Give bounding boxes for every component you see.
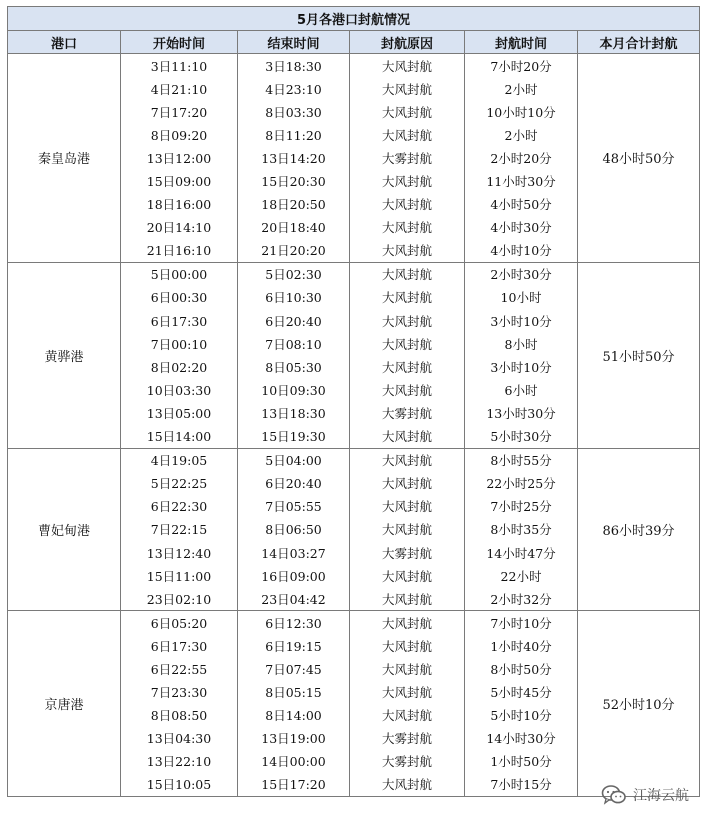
duration-cell: 22小时 xyxy=(465,564,578,587)
reason-cell: 大风封航 xyxy=(350,634,465,657)
reason-cell: 大风封航 xyxy=(350,378,465,401)
duration-cell: 8小时 xyxy=(465,332,578,355)
end-time-cell: 7日08:10 xyxy=(238,332,350,355)
port-name: 曹妃甸港 xyxy=(8,448,121,611)
end-time-cell: 15日20:30 xyxy=(238,169,350,192)
duration-cell: 11小时30分 xyxy=(465,169,578,192)
reason-cell: 大风封航 xyxy=(350,611,465,635)
duration-cell: 4小时10分 xyxy=(465,239,578,263)
duration-cell: 5小时45分 xyxy=(465,681,578,704)
end-time-cell: 21日20:20 xyxy=(238,239,350,263)
duration-cell: 5小时30分 xyxy=(465,425,578,449)
duration-cell: 3小时10分 xyxy=(465,309,578,332)
start-time-cell: 20日14:10 xyxy=(121,216,238,239)
reason-cell: 大雾封航 xyxy=(350,727,465,750)
watermark xyxy=(601,784,689,806)
duration-cell: 3小时10分 xyxy=(465,355,578,378)
end-time-cell: 16日09:00 xyxy=(238,564,350,587)
reason-cell: 大雾封航 xyxy=(350,541,465,564)
reason-cell: 大风封航 xyxy=(350,495,465,518)
reason-cell: 大风封航 xyxy=(350,239,465,263)
monthly-total: 48小时50分 xyxy=(578,54,700,263)
reason-cell: 大风封航 xyxy=(350,77,465,100)
wechat-icon xyxy=(601,784,627,806)
duration-cell: 1小时40分 xyxy=(465,634,578,657)
start-time-cell: 13日05:00 xyxy=(121,401,238,424)
reason-cell: 大雾封航 xyxy=(350,750,465,773)
start-time-cell: 13日22:10 xyxy=(121,750,238,773)
start-time-cell: 4日21:10 xyxy=(121,77,238,100)
table-title: 5月各港口封航情况 xyxy=(8,7,700,31)
start-time-cell: 7日22:15 xyxy=(121,518,238,541)
start-time-cell: 6日00:30 xyxy=(121,286,238,309)
port-name: 黄骅港 xyxy=(8,262,121,448)
start-time-cell: 13日12:00 xyxy=(121,146,238,169)
reason-cell: 大风封航 xyxy=(350,704,465,727)
end-time-cell: 14日03:27 xyxy=(238,541,350,564)
reason-cell: 大风封航 xyxy=(350,262,465,286)
start-time-cell: 6日05:20 xyxy=(121,611,238,635)
table-row xyxy=(8,448,700,472)
reason-cell: 大风封航 xyxy=(350,425,465,449)
start-time-cell: 7日17:20 xyxy=(121,100,238,123)
start-time-cell: 5日00:00 xyxy=(121,262,238,286)
end-time-cell: 6日12:30 xyxy=(238,611,350,635)
start-time-cell: 6日22:30 xyxy=(121,495,238,518)
header-monthly-total: 本月合计封航 xyxy=(578,31,700,54)
reason-cell: 大风封航 xyxy=(350,681,465,704)
end-time-cell: 6日19:15 xyxy=(238,634,350,657)
end-time-cell: 15日19:30 xyxy=(238,425,350,449)
start-time-cell: 8日09:20 xyxy=(121,123,238,146)
start-time-cell: 23日02:10 xyxy=(121,587,238,611)
header-duration: 封航时间 xyxy=(465,31,578,54)
start-time-cell: 4日19:05 xyxy=(121,448,238,472)
end-time-cell: 13日19:00 xyxy=(238,727,350,750)
duration-cell: 7小时25分 xyxy=(465,495,578,518)
monthly-total: 86小时39分 xyxy=(578,448,700,611)
start-time-cell: 13日12:40 xyxy=(121,541,238,564)
start-time-cell: 15日14:00 xyxy=(121,425,238,449)
duration-cell: 2小时 xyxy=(465,77,578,100)
end-time-cell: 5日04:00 xyxy=(238,448,350,472)
duration-cell: 8小时55分 xyxy=(465,448,578,472)
end-time-cell: 23日04:42 xyxy=(238,587,350,611)
reason-cell: 大风封航 xyxy=(350,193,465,216)
start-time-cell: 3日11:10 xyxy=(121,54,238,78)
end-time-cell: 8日11:20 xyxy=(238,123,350,146)
end-time-cell: 13日18:30 xyxy=(238,401,350,424)
duration-cell: 7小时20分 xyxy=(465,54,578,78)
duration-cell: 1小时50分 xyxy=(465,750,578,773)
end-time-cell: 6日20:40 xyxy=(238,309,350,332)
start-time-cell: 21日16:10 xyxy=(121,239,238,263)
duration-cell: 2小时20分 xyxy=(465,146,578,169)
reason-cell: 大风封航 xyxy=(350,286,465,309)
table-row xyxy=(8,262,700,286)
header-end-time: 结束时间 xyxy=(238,31,350,54)
end-time-cell: 8日05:15 xyxy=(238,681,350,704)
end-time-cell: 4日23:10 xyxy=(238,77,350,100)
end-time-cell: 6日10:30 xyxy=(238,286,350,309)
duration-cell: 8小时50分 xyxy=(465,657,578,680)
start-time-cell: 8日02:20 xyxy=(121,355,238,378)
duration-cell: 5小时10分 xyxy=(465,704,578,727)
start-time-cell: 15日11:00 xyxy=(121,564,238,587)
duration-cell: 22小时25分 xyxy=(465,472,578,495)
end-time-cell: 8日14:00 xyxy=(238,704,350,727)
end-time-cell: 7日05:55 xyxy=(238,495,350,518)
end-time-cell: 3日18:30 xyxy=(238,54,350,78)
start-time-cell: 6日17:30 xyxy=(121,309,238,332)
watermark-text: 江海云航 xyxy=(633,788,689,804)
monthly-total: 52小时10分 xyxy=(578,611,700,797)
port-name: 京唐港 xyxy=(8,611,121,797)
start-time-cell: 8日08:50 xyxy=(121,704,238,727)
start-time-cell: 10日03:30 xyxy=(121,378,238,401)
reason-cell: 大风封航 xyxy=(350,332,465,355)
end-time-cell: 14日00:00 xyxy=(238,750,350,773)
reason-cell: 大风封航 xyxy=(350,54,465,78)
monthly-total: 51小时50分 xyxy=(578,262,700,448)
duration-cell: 4小时50分 xyxy=(465,193,578,216)
reason-cell: 大风封航 xyxy=(350,587,465,611)
reason-cell: 大雾封航 xyxy=(350,401,465,424)
duration-cell: 13小时30分 xyxy=(465,401,578,424)
reason-cell: 大风封航 xyxy=(350,100,465,123)
reason-cell: 大风封航 xyxy=(350,355,465,378)
end-time-cell: 15日17:20 xyxy=(238,773,350,797)
table-row xyxy=(8,611,700,635)
start-time-cell: 5日22:25 xyxy=(121,472,238,495)
start-time-cell: 15日09:00 xyxy=(121,169,238,192)
duration-cell: 2小时 xyxy=(465,123,578,146)
duration-cell: 14小时30分 xyxy=(465,727,578,750)
end-time-cell: 13日14:20 xyxy=(238,146,350,169)
table-row xyxy=(8,54,700,78)
start-time-cell: 15日10:05 xyxy=(121,773,238,797)
reason-cell: 大雾封航 xyxy=(350,146,465,169)
start-time-cell: 7日23:30 xyxy=(121,681,238,704)
table-body xyxy=(8,54,700,797)
closure-table xyxy=(7,6,700,797)
reason-cell: 大风封航 xyxy=(350,472,465,495)
start-time-cell: 18日16:00 xyxy=(121,193,238,216)
header-reason: 封航原因 xyxy=(350,31,465,54)
header-start-time: 开始时间 xyxy=(121,31,238,54)
header-port: 港口 xyxy=(8,31,121,54)
duration-cell: 7小时10分 xyxy=(465,611,578,635)
reason-cell: 大风封航 xyxy=(350,123,465,146)
reason-cell: 大风封航 xyxy=(350,773,465,797)
duration-cell: 8小时35分 xyxy=(465,518,578,541)
end-time-cell: 18日20:50 xyxy=(238,193,350,216)
end-time-cell: 8日06:50 xyxy=(238,518,350,541)
end-time-cell: 7日07:45 xyxy=(238,657,350,680)
reason-cell: 大风封航 xyxy=(350,518,465,541)
end-time-cell: 8日05:30 xyxy=(238,355,350,378)
reason-cell: 大风封航 xyxy=(350,216,465,239)
duration-cell: 14小时47分 xyxy=(465,541,578,564)
start-time-cell: 6日17:30 xyxy=(121,634,238,657)
duration-cell: 6小时 xyxy=(465,378,578,401)
reason-cell: 大风封航 xyxy=(350,309,465,332)
duration-cell: 2小时32分 xyxy=(465,587,578,611)
reason-cell: 大风封航 xyxy=(350,564,465,587)
duration-cell: 2小时30分 xyxy=(465,262,578,286)
duration-cell: 7小时15分 xyxy=(465,773,578,797)
end-time-cell: 6日20:40 xyxy=(238,472,350,495)
reason-cell: 大风封航 xyxy=(350,448,465,472)
port-name: 秦皇岛港 xyxy=(8,54,121,263)
start-time-cell: 7日00:10 xyxy=(121,332,238,355)
duration-cell: 10小时10分 xyxy=(465,100,578,123)
reason-cell: 大风封航 xyxy=(350,169,465,192)
duration-cell: 4小时30分 xyxy=(465,216,578,239)
end-time-cell: 8日03:30 xyxy=(238,100,350,123)
end-time-cell: 5日02:30 xyxy=(238,262,350,286)
reason-cell: 大风封航 xyxy=(350,657,465,680)
start-time-cell: 13日04:30 xyxy=(121,727,238,750)
start-time-cell: 6日22:55 xyxy=(121,657,238,680)
end-time-cell: 10日09:30 xyxy=(238,378,350,401)
end-time-cell: 20日18:40 xyxy=(238,216,350,239)
duration-cell: 10小时 xyxy=(465,286,578,309)
